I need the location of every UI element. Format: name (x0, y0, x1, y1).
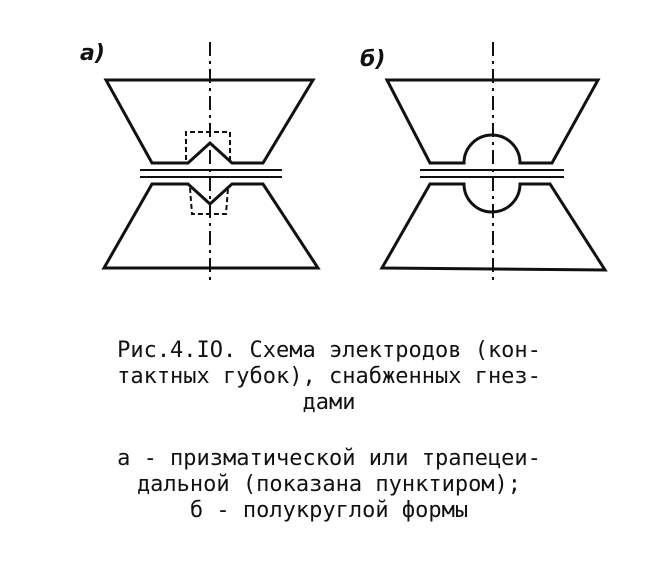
panel-a-label: а) (80, 41, 105, 66)
panel-a-diagram (80, 41, 318, 282)
panel-b-diagram (360, 42, 605, 282)
caption-line-1: Рис.4.IO. Схема электродов (кон- (117, 338, 541, 363)
legend-line-2: дальной (показана пунктиром); (136, 472, 522, 497)
figure-legend (0, 446, 658, 524)
legend-line-1: а - призматической или трапецеи- (117, 446, 541, 471)
panel-b-label: б) (360, 47, 386, 72)
caption-line-3: дами (302, 390, 356, 415)
caption-line-2: тактных губок), снабженных гнез- (117, 364, 541, 389)
figure-caption (0, 338, 658, 416)
legend-line-3: б - полукруглой формы (189, 498, 469, 523)
